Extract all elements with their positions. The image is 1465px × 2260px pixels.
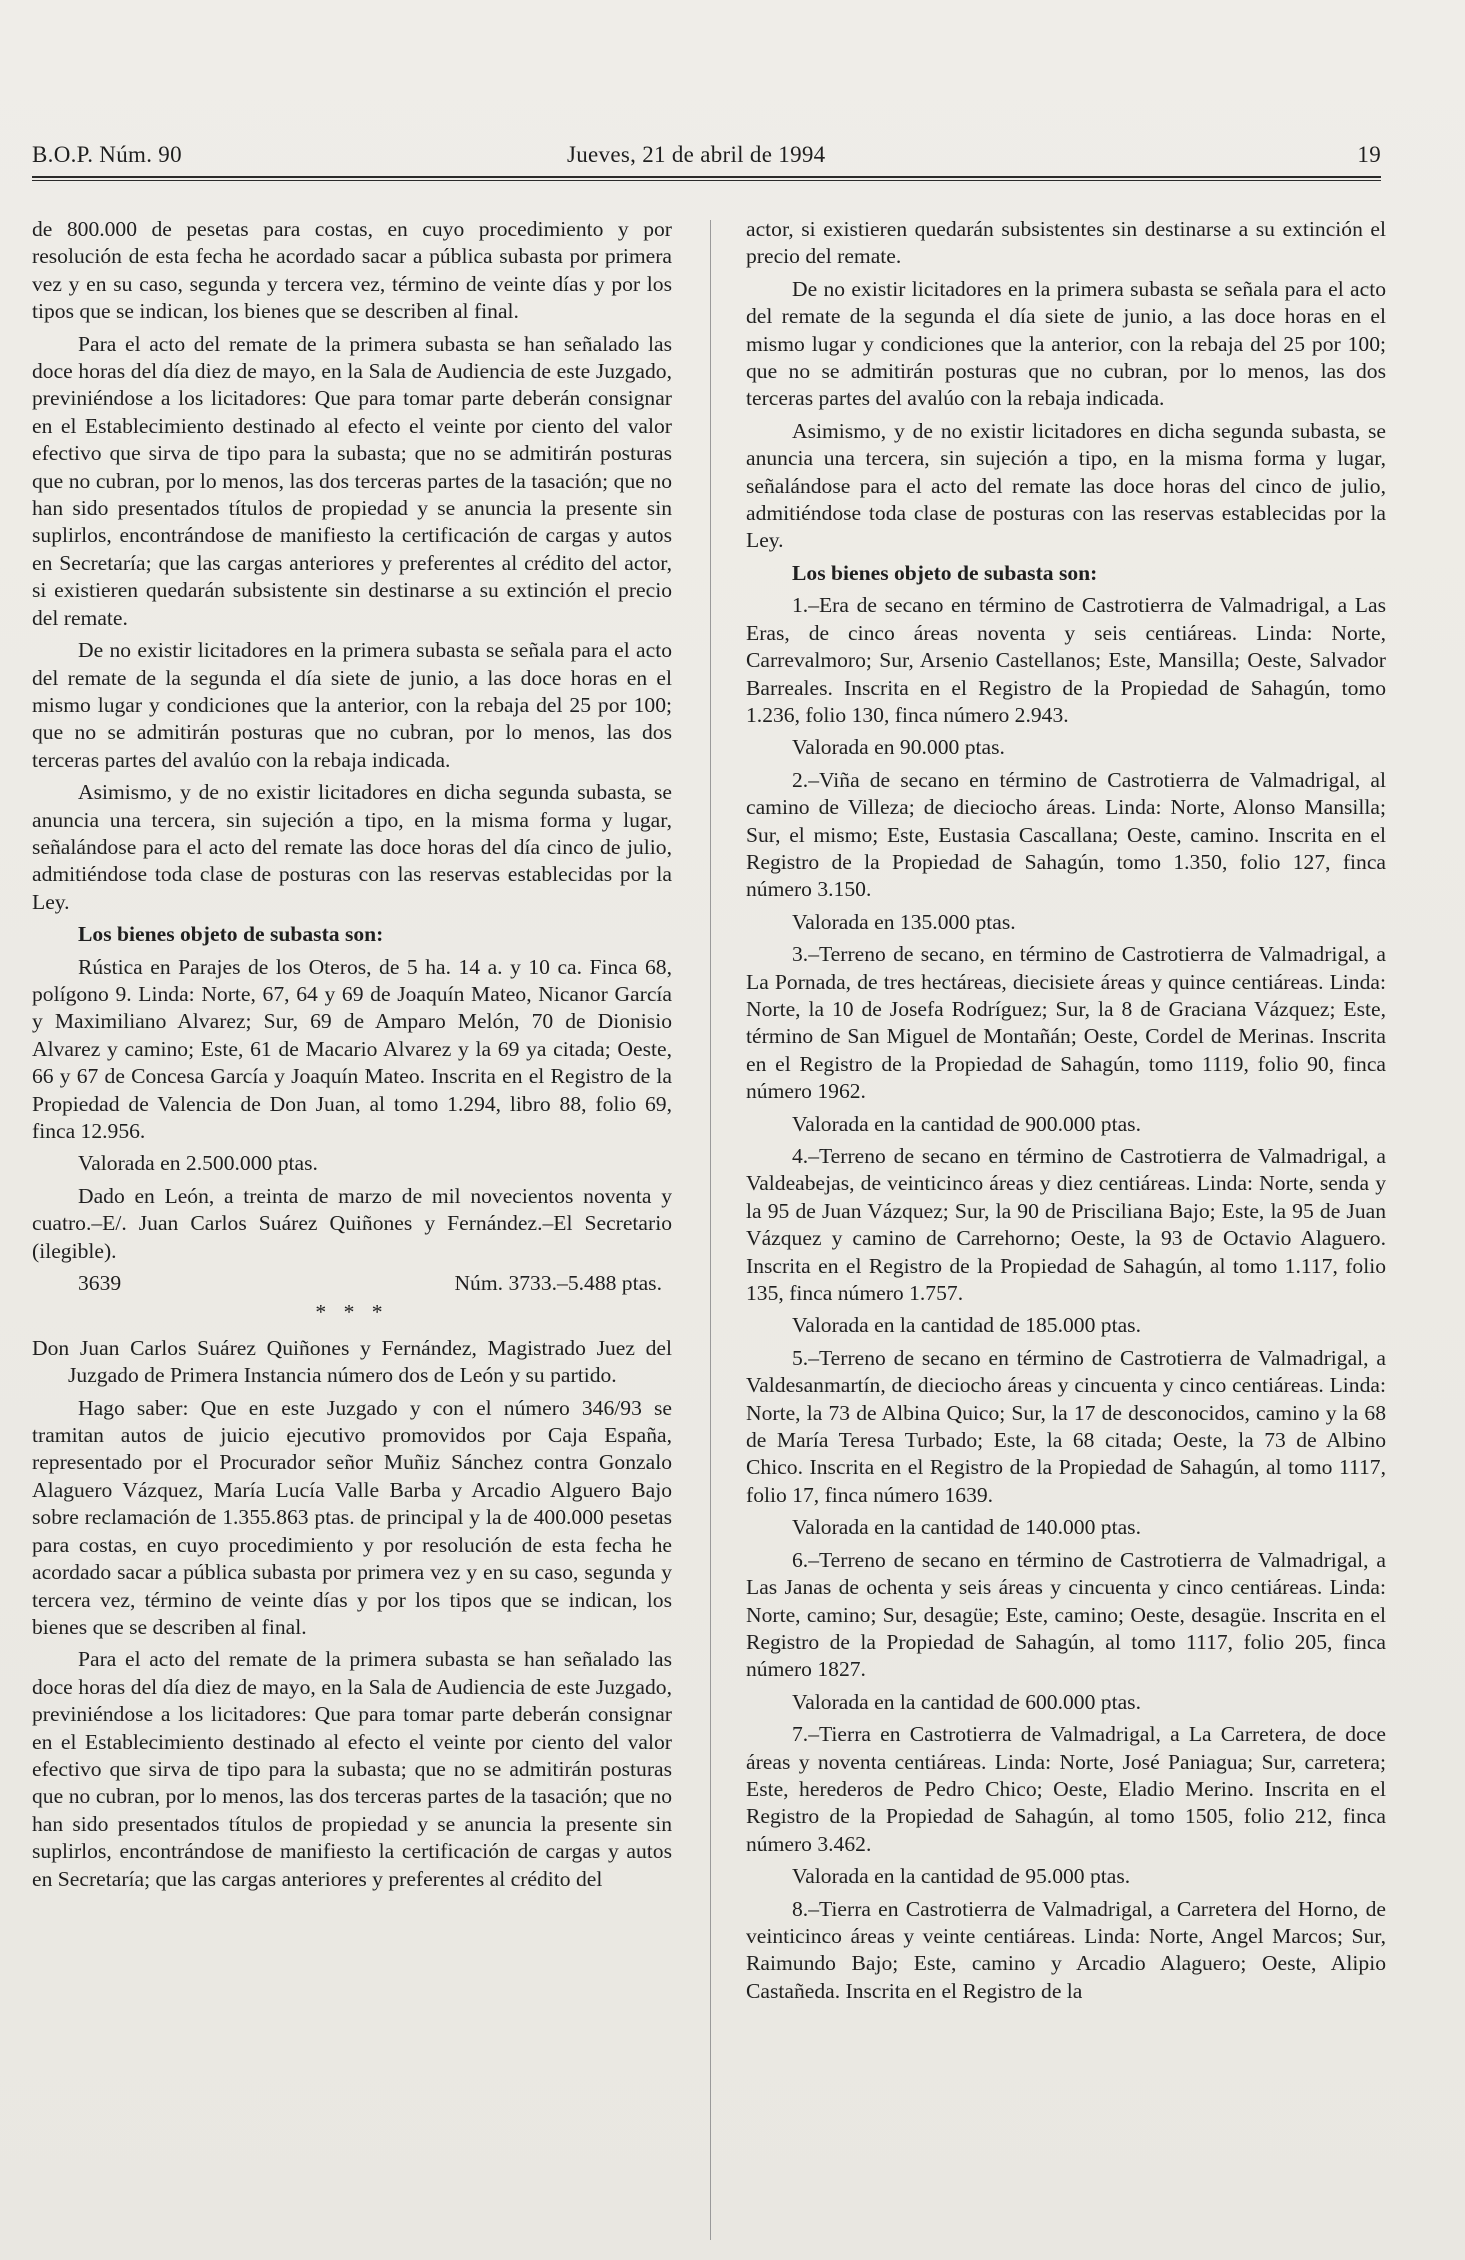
bulletin-number: B.O.P. Núm. 90 bbox=[32, 142, 182, 167]
paragraph: Para el acto del remate de la primera subasta se han señalado las doce horas del día diez de mayo, en la Sala de Audiencia de este Juzgado, previniéndose a los licitadores: Que para tomar parte deberán consignar en el Establecimiento destinado al efecto el veinte por ciento del valor efectivo que sirva de tipo para la subasta; que no se admitirán posturas que no cubran, por lo menos, las dos terceras partes de la tasación; que no han sido presentados títulos de propiedad y se anuncia la presente sin suplirlos, encontrándose de manifiesto la certificación de cargas y autos en Secretaría; que las cargas anteriores y preferentes al crédito del actor, si existieren quedarán subsistente sin destinarse a su extinción el precio del remate. bbox=[32, 331, 672, 630]
reference-row bbox=[32, 1270, 672, 1297]
valuation: Valorada en la cantidad de 600.000 ptas. bbox=[792, 1689, 1141, 1714]
valuation: Valorada en la cantidad de 95.000 ptas. bbox=[792, 1864, 1131, 1889]
header-rule bbox=[32, 176, 1381, 181]
property-item: 2.–Viña de secano en término de Castrotierra de Valmadrigal, al camino de Villeza; de dieciocho áreas. Linda: Norte, Alonso Mansilla; Sur, el mismo; Este, Eustasia Cascallana; Oeste, camino. Inscrita en el Registro de la Propiedad de Sahagún, tomo 1.350, folio 127, finca número 3.150. bbox=[746, 767, 1386, 902]
section-heading: Los bienes objeto de subasta son: bbox=[792, 560, 1098, 585]
property-item: 4.–Terreno de secano en término de Castrotierra de Valmadrigal, a Valdeabejas, de veinticinco áreas y diez centiáreas. Linda: Norte, senda y la 95 de Juan Vázquez; Sur, la 90 de Prisciliana Bajo; Este, la 95 de Juan Vázquez y camino de Carrehorno; Oeste, la 93 de Octavio Alaguero. Inscrita en el Registro de la Propiedad de Sahagún, al tomo 1.117, folio 135, finca número 1.757. bbox=[746, 1144, 1386, 1306]
paragraph: Hago saber: Que en este Juzgado y con el número 346/93 se tramitan autos de juicio ejecutivo promovidos por Caja España, representado por el Procurador señor Muñiz Sánchez contra Gonzalo Alaguero Vázquez, María Lucía Valle Barba y Arcadio Alguero Bajo sobre reclamación de 1.355.863 ptas. de principal y la de 400.000 pesetas para costas, en cuyo procedimiento y por resolución de esta fecha he acordado sacar a pública subasta por primera vez y en su caso, segunda y tercera vez, término de veinte días y por los tipos que se indican, los bienes que se describen al final. bbox=[32, 1395, 672, 1639]
valuation: Valorada en la cantidad de 140.000 ptas. bbox=[792, 1515, 1141, 1540]
paragraph: Para el acto del remate de la primera subasta se han señalado las doce horas del día diez de mayo, en la Sala de Audiencia de este Juzgado, previniéndose a los licitadores: Que para tomar parte deberán consignar en el Establecimiento destinado al efecto el veinte por ciento del valor efectivo que sirva de tipo para la subasta; que no se admitirán posturas que no cubran, por lo menos, las dos terceras partes de la tasación; que no han sido presentados títulos de propiedad y se anuncia la presente sin suplirlos, encontrándose de manifiesto la certificación de cargas y autos en Secretaría; que las cargas anteriores y preferentes al crédito del bbox=[32, 1647, 672, 1891]
page-number: 19 bbox=[1357, 142, 1381, 167]
paragraph: Dado en León, a treinta de marzo de mil novecientos noventa y cuatro.–E/. Juan Carlos Suárez Quiñones y Fernández.–El Secretario (ilegible). bbox=[32, 1183, 672, 1263]
property-item: 5.–Terreno de secano en término de Castrotierra de Valmadrigal, a Valdesanmartín, de dieciocho áreas y cincuenta y cinco centiáreas. Linda: Norte, la 73 de Albina Quico; Sur, la 17 de desconocidos, camino y la 68 de María Teresa Turbado; Este, la 68 citada; Oeste, la 73 de Albino Chico. Inscrita en el Registro de la Propiedad de Sahagún, al tomo 1117, folio 17, finca número 1639. bbox=[746, 1345, 1386, 1507]
page-header bbox=[32, 134, 1381, 178]
paragraph: actor, si existieren quedarán subsistentes sin destinarse a su extinción el precio del remate. bbox=[746, 217, 1386, 269]
property-item: 1.–Era de secano en término de Castrotierra de Valmadrigal, a Las Eras, de cinco áreas noventa y seis centiáreas. Linda: Norte, Carrevalmoro; Sur, Arsenio Castellanos; Este, Mansilla; Oeste, Salvador Barreales. Inscrita en el Registro de la Propiedad de Sahagún, tomo 1.236, folio 130, finca número 2.943. bbox=[746, 593, 1386, 727]
reference-cost: Núm. 3733.–5.488 ptas. bbox=[454, 1271, 662, 1296]
notice-title: Don Juan Carlos Suárez Quiñones y Fernández, Magistrado Juez del Juzgado de Primera Instancia número dos de León y su partido. bbox=[32, 1335, 672, 1388]
reference-id: 3639 bbox=[78, 1271, 122, 1296]
property-item: 6.–Terreno de secano en término de Castrotierra de Valmadrigal, a Las Janas de ochenta y seis áreas y cincuenta y cinco centiáreas. Linda: Norte, camino; Sur, desagüe; Este, camino; Oeste, desagüe. Inscrita en el Registro de la Propiedad de Sahagún, al tomo 1117, folio 205, finca número 1827. bbox=[746, 1547, 1386, 1682]
valuation: Valorada en la cantidad de 185.000 ptas. bbox=[792, 1313, 1141, 1338]
right-column bbox=[746, 216, 1386, 2010]
section-heading: Los bienes objeto de subasta son: bbox=[78, 922, 384, 947]
paragraph: De no existir licitadores en la primera subasta se señala para el acto del remate de la segunda el día siete de junio, a las doce horas en el mismo lugar y condiciones que la anterior, con la rebaja del 25 por 100; que no se admitirán posturas que no cubran, por lo menos, las dos terceras partes del avalúo con la rebaja indicada. bbox=[746, 276, 1386, 411]
paragraph: de 800.000 de pesetas para costas, en cuyo procedimiento y por resolución de esta fecha he acordado sacar a pública subasta por primera vez y en su caso, segunda y tercera vez, término de veinte días y por los tipos que se indican, los bienes que se describen al final. bbox=[32, 217, 672, 324]
paragraph: De no existir licitadores en la primera subasta se señala para el acto del remate de la segunda el día siete de junio, a las doce horas en el mismo lugar y condiciones que la anterior, con la rebaja del 25 por 100; que no se admitirán posturas que no cubran, por lo menos, las dos terceras partes del avalúo con la rebaja indicada. bbox=[32, 638, 672, 772]
valuation: Valorada en 90.000 ptas. bbox=[792, 735, 1005, 760]
property-item: 7.–Tierra en Castrotierra de Valmadrigal, a La Carretera, de doce áreas y noventa centiáreas. Linda: Norte, José Paniagua; Sur, carretera; Este, herederos de Pedro Chico; Oeste, Eladio Merino. Inscrita en el Registro de la Propiedad de Sahagún, al tomo 1505, folio 212, finca número 3.462. bbox=[746, 1722, 1386, 1856]
valuation: Valorada en 2.500.000 ptas. bbox=[78, 1151, 318, 1176]
column-divider bbox=[710, 220, 711, 2240]
separator-stars: * * * bbox=[315, 1300, 389, 1325]
valuation: Valorada en la cantidad de 900.000 ptas. bbox=[792, 1111, 1141, 1136]
paragraph: Rústica en Parajes de los Oteros, de 5 ha. 14 a. y 10 ca. Finca 68, polígono 9. Linda: Norte, 67, 64 y 69 de Joaquín Mateo, Nicanor García y Maximiliano Alvarez; Sur, 69 de Amparo Melón, 70 de Dionisio Alvarez y camino; Este, 61 de Macario Alvarez y la 69 ya citada; Oeste, 66 y 67 de Concesa García y Joaquín Mateo. Inscrita en el Registro de la Propiedad de Valencia de Don Juan, al tomo 1.294, libro 88, folio 69, finca 12.956. bbox=[32, 954, 672, 1143]
property-item: 3.–Terreno de secano, en término de Castrotierra de Valmadrigal, a La Pornada, de tres hectáreas, diecisiete áreas y quince centiáreas. Linda: Norte, la 10 de Josefa Rodríguez; Sur, la 8 de Graciana Vázquez; Este, término de San Miguel de Montañán; Oeste, Cordel de Merinas. Inscrita en el Registro de la Propiedad de Sahagún, tomo 1119, folio 90, finca número 1962. bbox=[746, 942, 1386, 1104]
publication-date: Jueves, 21 de abril de 1994 bbox=[567, 142, 826, 167]
property-item: 8.–Tierra en Castrotierra de Valmadrigal, a Carretera del Horno, de veinticinco áreas y veinte centiáreas. Linda: Norte, Angel Marcos; Sur, Raimundo Bajo; Este, camino y Arcadio Alaguero; Oeste, Alipio Castañeda. Inscrita en el Registro de la bbox=[746, 1896, 1386, 2003]
left-column bbox=[32, 216, 672, 1898]
valuation: Valorada en 135.000 ptas. bbox=[792, 909, 1016, 934]
paragraph: Asimismo, y de no existir licitadores en dicha segunda subasta, se anuncia una tercera, sin sujeción a tipo, en la misma forma y lugar, señalándose para el acto del remate las doce horas del cinco de julio, admitiéndose toda clase de posturas con las reservas establecidas por la Ley. bbox=[746, 418, 1386, 553]
paragraph: Asimismo, y de no existir licitadores en dicha segunda subasta, se anuncia una tercera, sin sujeción a tipo, en la misma forma y lugar, señalándose para el acto del remate las doce horas del día cinco de julio, admitiéndose toda clase de posturas con las reservas establecidas por la Ley. bbox=[32, 780, 672, 914]
